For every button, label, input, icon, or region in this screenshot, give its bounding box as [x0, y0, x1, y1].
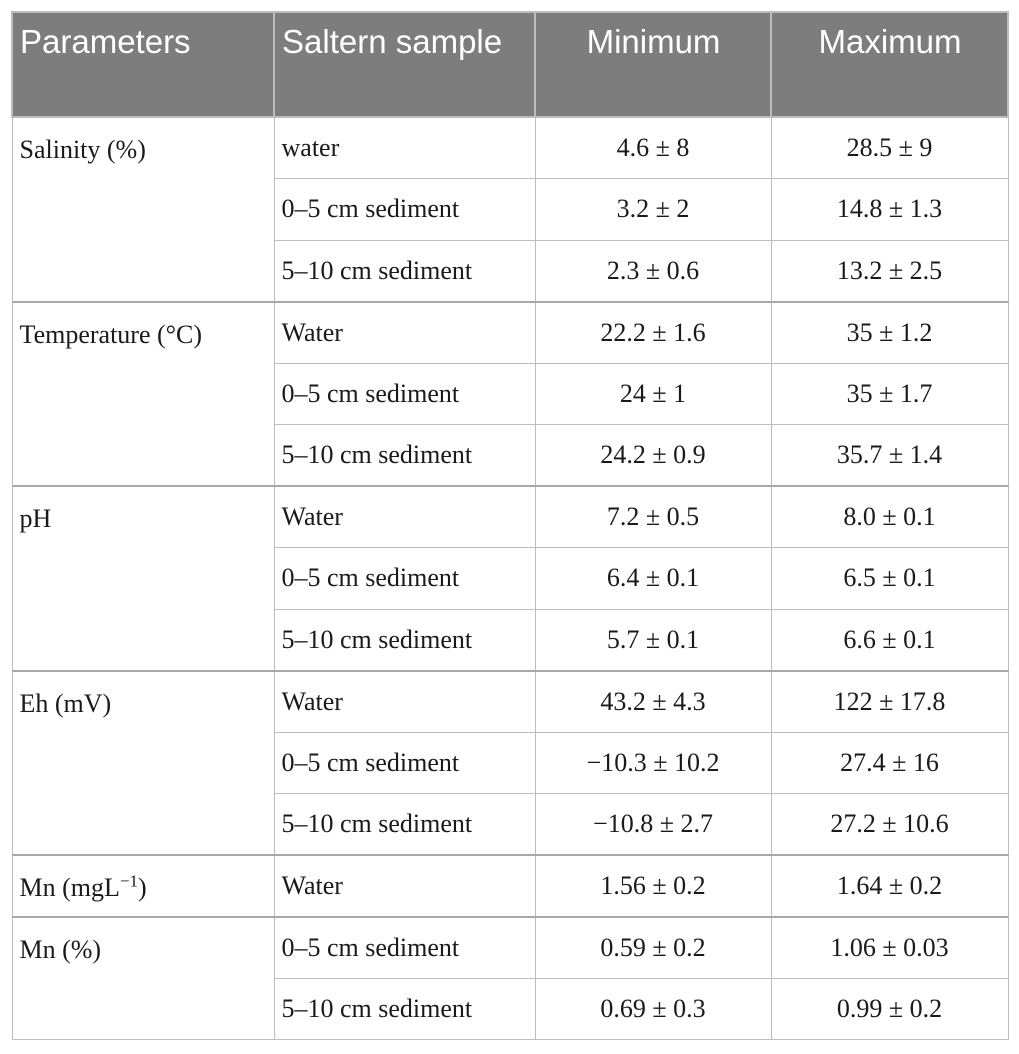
parameter-label: pH [19, 504, 52, 533]
sample-cell: Water [274, 302, 535, 364]
minimum-cell: 2.3 ± 0.6 [535, 240, 771, 302]
maximum-cell: 35 ± 1.7 [771, 363, 1008, 425]
parameter-cell [12, 671, 274, 856]
parameter-cell [12, 117, 274, 302]
parameter-label: Salinity (%) [19, 135, 146, 164]
header-parameters: Parameters [12, 12, 274, 117]
minimum-cell: 7.2 ± 0.5 [535, 486, 771, 548]
maximum-cell: 6.6 ± 0.1 [771, 609, 1008, 671]
minimum-cell: 0.69 ± 0.3 [535, 978, 771, 1040]
maximum-cell: 1.64 ± 0.2 [771, 855, 1008, 917]
maximum-cell: 8.0 ± 0.1 [771, 486, 1008, 548]
sample-cell: 5–10 cm sediment [274, 978, 535, 1040]
data-table [11, 11, 1009, 1040]
table-row [12, 917, 1008, 979]
maximum-cell: 35 ± 1.2 [771, 302, 1008, 364]
minimum-cell: 22.2 ± 1.6 [535, 302, 771, 364]
parameter-cell [12, 855, 274, 917]
minimum-cell: −10.3 ± 10.2 [535, 732, 771, 794]
maximum-cell: 28.5 ± 9 [771, 117, 1008, 179]
parameter-unit-superscript: −1 [119, 871, 138, 891]
sample-cell: 5–10 cm sediment [274, 240, 535, 302]
maximum-cell: 122 ± 17.8 [771, 671, 1008, 733]
sample-cell: Water [274, 486, 535, 548]
sample-cell: 0–5 cm sediment [274, 363, 535, 425]
table-body [12, 117, 1008, 1040]
table-row [12, 486, 1008, 548]
maximum-cell: 35.7 ± 1.4 [771, 425, 1008, 487]
parameter-cell [12, 486, 274, 671]
minimum-cell: 5.7 ± 0.1 [535, 609, 771, 671]
sample-cell: 0–5 cm sediment [274, 548, 535, 610]
table-row [12, 117, 1008, 179]
parameter-cell [12, 917, 274, 1040]
parameter-label: Mn (mgL [19, 873, 120, 902]
sample-cell: 5–10 cm sediment [274, 794, 535, 856]
maximum-cell: 6.5 ± 0.1 [771, 548, 1008, 610]
sample-cell: Water [274, 671, 535, 733]
maximum-cell: 0.99 ± 0.2 [771, 978, 1008, 1040]
minimum-cell: 1.56 ± 0.2 [535, 855, 771, 917]
maximum-cell: 1.06 ± 0.03 [771, 917, 1008, 979]
header-minimum: Minimum [535, 12, 771, 117]
sample-cell: 0–5 cm sediment [274, 179, 535, 241]
maximum-cell: 13.2 ± 2.5 [771, 240, 1008, 302]
header-saltern-sample: Saltern sample [274, 12, 535, 117]
sample-cell: Water [274, 855, 535, 917]
maximum-cell: 27.2 ± 10.6 [771, 794, 1008, 856]
sample-cell: 5–10 cm sediment [274, 609, 535, 671]
table-row [12, 302, 1008, 364]
minimum-cell: 0.59 ± 0.2 [535, 917, 771, 979]
parameter-label: Temperature (°C) [19, 319, 203, 349]
minimum-cell: 43.2 ± 4.3 [535, 671, 771, 733]
sample-cell: 5–10 cm sediment [274, 425, 535, 487]
sample-cell: water [274, 117, 535, 179]
header-maximum: Maximum [771, 12, 1008, 117]
sample-cell: 0–5 cm sediment [274, 732, 535, 794]
table-header [12, 12, 1008, 117]
table-row [12, 855, 1008, 917]
parameter-label: Mn (%) [19, 934, 102, 964]
maximum-cell: 27.4 ± 16 [771, 732, 1008, 794]
minimum-cell: 4.6 ± 8 [535, 117, 771, 179]
parameter-cell [12, 302, 274, 487]
sample-cell: 0–5 cm sediment [274, 917, 535, 979]
minimum-cell: 24.2 ± 0.9 [535, 425, 771, 487]
parameter-label: Eh (mV) [19, 688, 112, 718]
minimum-cell: 24 ± 1 [535, 363, 771, 425]
header-row [12, 12, 1008, 117]
minimum-cell: −10.8 ± 2.7 [535, 794, 771, 856]
minimum-cell: 3.2 ± 2 [535, 179, 771, 241]
table-row [12, 671, 1008, 733]
maximum-cell: 14.8 ± 1.3 [771, 179, 1008, 241]
parameter-label-suffix: ) [137, 873, 147, 902]
minimum-cell: 6.4 ± 0.1 [535, 548, 771, 610]
